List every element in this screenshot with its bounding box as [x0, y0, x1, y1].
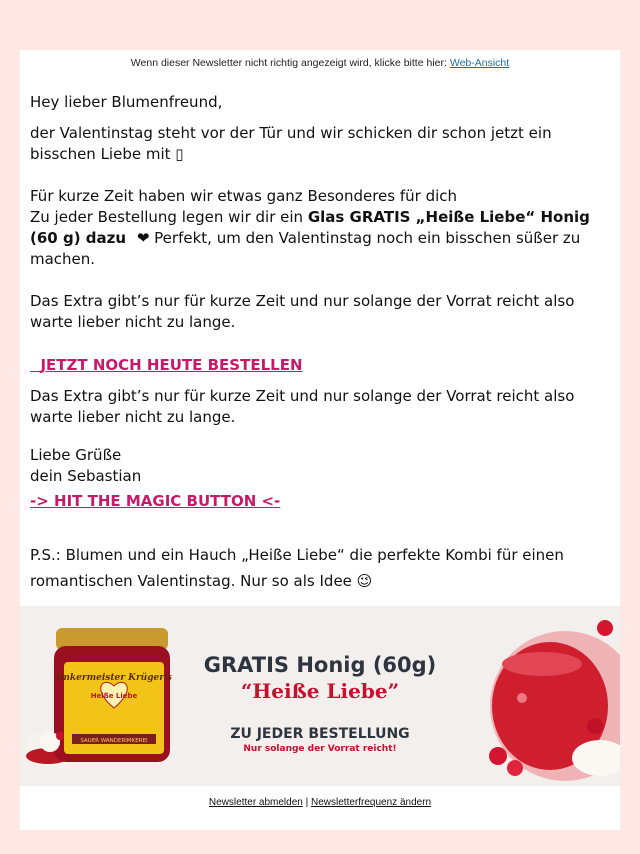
- offer-line-1: Für kurze Zeit haben wir etwas ganz Besonderes für dich: [30, 187, 458, 205]
- offer-bold: Glas GRATIS „Heiße Liebe“ Honig (60 g) dazu: [30, 208, 590, 247]
- raspberry-small: [56, 732, 64, 740]
- jar-bottom-text: SAUER WANDERIMKEREI: [80, 738, 148, 744]
- closing-signature: dein Sebastian: [30, 467, 142, 485]
- jar-label-text: Heiße Liebe: [90, 692, 138, 700]
- offer-line-2-prefix: Zu jeder Bestellung legen wir dir ein: [30, 208, 308, 226]
- unsubscribe-link[interactable]: Newsletter abmelden: [208, 797, 303, 808]
- newsletter-body: [30, 92, 610, 594]
- greeting: Hey lieber Blumenfreund,: [30, 93, 223, 111]
- raspberry-5: [517, 693, 527, 703]
- offer-paragraph: [30, 207, 610, 270]
- intro-text: der Valentinstag steht vor der Tür und wir schicken dir schon jetzt ein bisschen Liebe mit ▯: [30, 124, 552, 163]
- order-now-prefix: [30, 356, 40, 374]
- closing-greeting: Liebe Grüße: [30, 446, 122, 464]
- banner-line-4: Nur solange der Vorrat reicht!: [243, 744, 397, 754]
- glass-jar-rim: [502, 652, 582, 676]
- header-notice-text: Wenn dieser Newsletter nicht richtig angezeigt wird, klicke bitte hier:: [130, 57, 447, 69]
- magic-button-link[interactable]: -> HIT THE MAGIC BUTTON <-: [30, 492, 281, 510]
- newsletter-card: [20, 50, 620, 830]
- header-notice: [20, 57, 620, 69]
- web-view-link[interactable]: Web-Ansicht: [449, 57, 510, 69]
- postscript: P.S.: Blumen und ein Hauch „Heiße Liebe“ die perfekte Kombi für einen romantischen Valentinstag. Nur so als Idee 😉: [30, 546, 564, 590]
- promo-banner[interactable]: [20, 606, 620, 786]
- order-now-label: JETZT NOCH HEUTE BESTELLEN: [40, 356, 303, 374]
- banner-line-1: GRATIS Honig (60g): [203, 653, 437, 677]
- raspberry-2: [507, 760, 523, 776]
- footer-separator: |: [305, 797, 309, 808]
- banner-line-3: ZU JEDER BESTELLUNG: [230, 726, 410, 742]
- raspberry-1: [489, 747, 507, 765]
- extra-text-2: Das Extra gibt’s nur für kurze Zeit und nur solange der Vorrat reicht also warte lieber nicht zu lange.: [30, 387, 575, 426]
- frequency-link[interactable]: Newsletterfrequenz ändern: [311, 797, 432, 808]
- raspberry-4: [587, 718, 603, 734]
- extra-text-1: Das Extra gibt’s nur für kurze Zeit und nur solange der Vorrat reicht also warte lieber nicht zu lange.: [30, 292, 575, 331]
- banner-line-2: “Heiße Liebe”: [240, 679, 400, 703]
- order-now-link[interactable]: [30, 355, 303, 376]
- raspberry-3: [597, 620, 613, 636]
- footer-links: [20, 797, 620, 808]
- jar-brand: Imkermeister Krüger's: [56, 673, 172, 683]
- offer-post: Perfekt, um den Valentinstag noch ein bisschen süßer zu machen.: [30, 229, 581, 268]
- promo-banner-graphic: [20, 606, 620, 786]
- heart-icon: ❤: [136, 229, 150, 247]
